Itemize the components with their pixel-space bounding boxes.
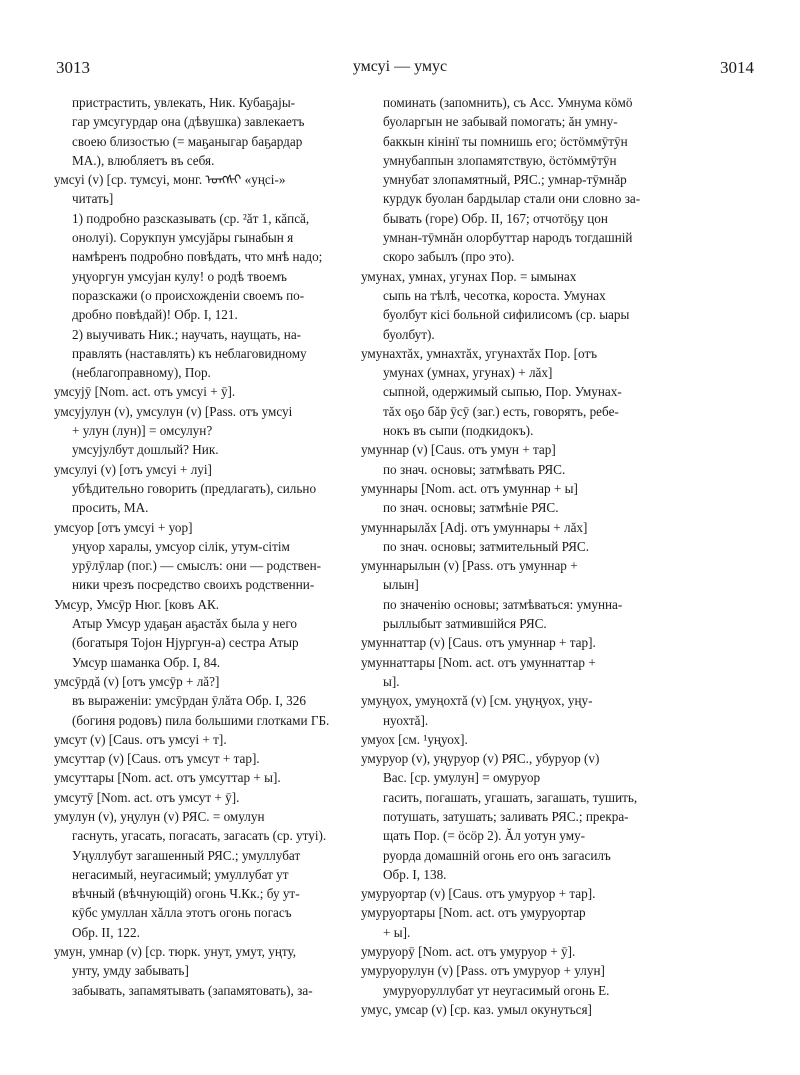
entry-text-line: гар умсугурдар она (дѣвушка) завлекаетъ xyxy=(72,114,305,130)
entry-headword-line: умсут (v) [Caus. отъ умсуі + т]. xyxy=(54,731,227,747)
entry-text-line: (богатыря Тојон Нјургун-а) сестра Атыр xyxy=(72,635,299,651)
entry-headword-line: умуннары [Nom. act. отъ умуннар + ы] xyxy=(361,480,578,496)
entry-headword-line: умсуjӯ [Nom. act. отъ умсуі + ӯ]. xyxy=(54,384,236,400)
entry-text-line: МА.), влюбляетъ въ себя. xyxy=(72,152,215,168)
entry-text-line: Умсур шаманка Обр. I, 84. xyxy=(72,654,221,670)
entry-headword-line: умун, умнар (v) [ср. тюрк. унут, умут, уңту, xyxy=(54,944,297,960)
entry-text-line: скоро забылъ (про это). xyxy=(383,249,515,265)
entry-text-line: уңуор харалы, умсуор сілік, утум-сітім xyxy=(72,538,290,554)
entry-headword-line: умунах, умнах, угунах Пор. = ымынах xyxy=(361,268,577,284)
entry-text-line: буолбут). xyxy=(383,326,435,342)
entry-headword-line: умсутӯ [Nom. act. отъ умсут + ӯ]. xyxy=(54,789,240,805)
right-column xyxy=(361,93,756,1019)
entry-text-line: читать] xyxy=(72,191,114,207)
entry-headword-line: умуруортар (v) [Caus. отъ умуруор + тар]. xyxy=(361,886,596,902)
entry-headword-line: умуннаттар (v) [Caus. отъ умуннар + тар]. xyxy=(361,635,596,651)
entry-headword-line: умсуор [отъ умсуі + уор] xyxy=(54,519,193,535)
entry-text-line: 1) подробно разсказывать (ср. ²ăт 1, кăпсă, xyxy=(72,210,310,226)
entry-text-line: правлять (наставлять) къ неблаговидному xyxy=(72,345,307,361)
entry-text-line: умнубат злопамятный, РЯС.; умнар-тӯмнăр xyxy=(383,172,627,188)
entry-text-line: Обр. II, 122. xyxy=(72,924,140,940)
entry-text-line: своею близостью (= маҕаныгар баҕардар xyxy=(72,133,303,149)
entry-text-line: тăх оҕо бăр ӯсӯ (заг.) есть, говорятъ, ребе- xyxy=(383,403,619,419)
entry-text-line: негасимый, неугасимый; умуллубат ут xyxy=(72,866,289,882)
entry-headword-line: умуннарылăх [Adj. отъ умуннары + лăх] xyxy=(361,519,588,535)
entry-headword-line: умуруорулун (v) [Pass. отъ умуруор + улун] xyxy=(361,963,605,979)
entry-headword-line: Умсур, Умсӯр Нюг. [ковъ АК. xyxy=(54,596,220,612)
entry-text-line: + улун (лун)] = омсулун? xyxy=(72,423,213,439)
entry-text-line: (неблагоправному), Пор. xyxy=(72,365,211,381)
entry-headword-line: умуннарылын (v) [Pass. отъ умуннар + xyxy=(361,558,578,574)
entry-text-line: сыпной, одержимый сыпью, Пор. Умунах- xyxy=(383,384,622,400)
entry-text-line: умунах (умнах, угунах) + лăх] xyxy=(383,365,553,381)
entry-text-line: гасить, погашать, угашать, загашать, тушить, xyxy=(383,789,638,805)
entry-text-line: уңуоргун умсуjан кулу! о родѣ твоемъ xyxy=(72,268,288,284)
entry-headword-line: умсӯрдă (v) [отъ умсӯр + лă?] xyxy=(54,673,220,689)
entry-text-line: буоларгын не забывай помогать; ăн умну- xyxy=(383,114,618,130)
entry-text-line: руорда домашній огонь его онъ загасилъ xyxy=(383,847,611,863)
entry-text-line: 2) выучивать Ник.; научать, наущать, на- xyxy=(72,326,302,342)
entry-text-line: баккын кінінї ты помнишь его; ӧстӧммӯтӯн xyxy=(383,133,628,149)
entry-headword-line: умуннаттары [Nom. act. отъ умуннаттар + xyxy=(361,654,596,670)
entry-text-line: бывать (горе) Обр. II, 167; отчотӧҕу цон xyxy=(383,210,608,226)
page-header xyxy=(0,58,800,82)
entry-text-line: ы]. xyxy=(383,673,400,689)
entry-headword-line: умуннар (v) [Caus. отъ умун + тар] xyxy=(361,442,556,458)
entry-text-line: умнубаппын злопамятствую, ӧстӧммӯтӯн xyxy=(383,152,617,168)
entry-text-line: буолбут кісі больной сифилисомъ (ср. ыары xyxy=(383,307,630,323)
entry-text-line: потушать, затушать; заливать РЯС.; прекра- xyxy=(383,808,629,824)
entry-text-line: умнан-тӯмнăн олорбуттар народъ тогдашній xyxy=(383,230,633,246)
left-column xyxy=(54,93,359,1000)
entry-text-line: кӯбс умуллан хăлла этотъ огонь погасъ xyxy=(72,905,292,921)
page-number-left: 3013 xyxy=(56,58,90,77)
entry-headword-line: умсулуі (v) [отъ умсуі + луі] xyxy=(54,461,212,477)
entry-headword-line: умулун (v), уңулун (v) РЯС. = омулун xyxy=(54,808,265,824)
entry-headword-line: умуруорӯ [Nom. act. отъ умуруор + ӯ]. xyxy=(361,944,576,960)
entry-text-line: нуохтă]. xyxy=(383,712,429,728)
entry-text-line: Обр. I, 138. xyxy=(383,866,447,882)
entry-text-line: ники чрезъ посредство своихъ родственни- xyxy=(72,577,315,593)
entry-text-line: (богиня родовъ) пила большими глотками ГБ. xyxy=(72,712,330,728)
entry-text-line: забывать, запамятывать (запамятовать), за- xyxy=(72,982,313,998)
entry-text-line: убѣдительно говорить (предлагать), сильно xyxy=(72,480,317,496)
entry-text-line: умуруоруллубат ут неугасимый огонь Е. xyxy=(383,982,610,998)
entry-text-line: по знач. основы; затмительный РЯС. xyxy=(383,538,590,554)
entry-text-line: просить, МА. xyxy=(72,500,149,516)
entry-text-line: вѣчный (вѣчнующій) огонь Ч.Кк.; бу ут- xyxy=(72,886,300,902)
entry-headword-line: умсуттар (v) [Caus. отъ умсут + тар]. xyxy=(54,751,260,767)
entry-headword-line: умуңуох, умуңохтă (v) [см. уңуңуох, уңу- xyxy=(361,693,593,709)
entry-text-line: дробно повѣдай)! Обр. I, 121. xyxy=(72,307,238,323)
entry-text-line: намѣренъ подробно повѣдать, что мнѣ надо; xyxy=(72,249,323,265)
page-number-right: 3014 xyxy=(720,58,754,77)
entry-text-line: Вас. [ср. умулун] = омуруор xyxy=(383,770,541,786)
entry-text-line: пристрастить, увлекать, Ник. Кубаҕајы- xyxy=(72,95,296,110)
entry-text-line: + ы]. xyxy=(383,924,411,940)
entry-text-line: нокъ въ сыпи (подкидокъ). xyxy=(383,423,534,439)
running-title: умсуі — умус xyxy=(352,58,448,75)
entry-text-line: по знач. основы; затмѣніе РЯС. xyxy=(383,500,559,516)
entry-text-line: онолуі). Сорукпун умсуjăры гынабын я xyxy=(72,230,294,246)
entry-headword-line: умуруор (v), уңуруор (v) РЯС., убуруор (v) xyxy=(361,751,600,767)
entry-text-line: рыллыбыт затмившійся РЯС. xyxy=(383,616,547,632)
entry-text-line: поразскажи (о происхожденіи своемъ по- xyxy=(72,287,305,303)
entry-text-line: поминать (запомнить), съ Acc. Умнума кӧмӧ xyxy=(383,95,633,110)
entry-headword-line: умуруортары [Nom. act. отъ умуруортар xyxy=(361,905,586,921)
entry-headword-line: умус, умсар (v) [ср. каз. умыл окунуться] xyxy=(361,1001,592,1017)
entry-text-line: Атыр Умсур удаҕан аҕастăх была у него xyxy=(72,616,298,632)
entry-headword-line: умуох [см. ¹уңуох]. xyxy=(361,731,468,747)
entry-text-line: по значенію основы; затмѣваться: умунна- xyxy=(383,596,623,612)
entry-text-line: щать Пор. (= ӧсӧр 2). Ăл уотун уму- xyxy=(383,828,586,844)
entry-text-line: ылын] xyxy=(383,577,419,593)
entry-headword-line: умунахтăх, умнахтăх, угунахтăх Пор. [отъ xyxy=(361,345,598,361)
entry-headword-line: умсуттары [Nom. act. отъ умсуттар + ы]. xyxy=(54,770,281,786)
entry-text-line: унту, умду забывать] xyxy=(72,963,189,979)
entry-headword-line: умсуjулун (v), умсулун (v) [Pass. отъ умсуі xyxy=(54,403,293,419)
entry-text-line: умсуjулбут дошлый? Ник. xyxy=(72,442,219,458)
entry-text-line: Уңуллубут загашенный РЯС.; умуллубат xyxy=(72,847,301,863)
entry-text-line: курдук буолан бардылар стали они словно за- xyxy=(383,191,641,207)
entry-headword-line: умсуі (v) [ср. тумсуі, монг. ᠤᠩᠰᠢ «уңсі-» xyxy=(54,172,286,188)
entry-text-line: въ выраженіи: умсӯрдан ӯлăта Обр. I, 326 xyxy=(72,693,306,709)
entry-text-line: по знач. основы; затмѣвать РЯС. xyxy=(383,461,566,477)
entry-text-line: сыпь на тѣлѣ, чесотка, короста. Умунах xyxy=(383,287,606,303)
entry-text-line: урӯлӯлар (пог.) — смыслъ: они — родствен- xyxy=(72,558,322,574)
entry-text-line: гаснуть, угасать, погасать, загасать (ср. утуі). xyxy=(72,828,327,844)
